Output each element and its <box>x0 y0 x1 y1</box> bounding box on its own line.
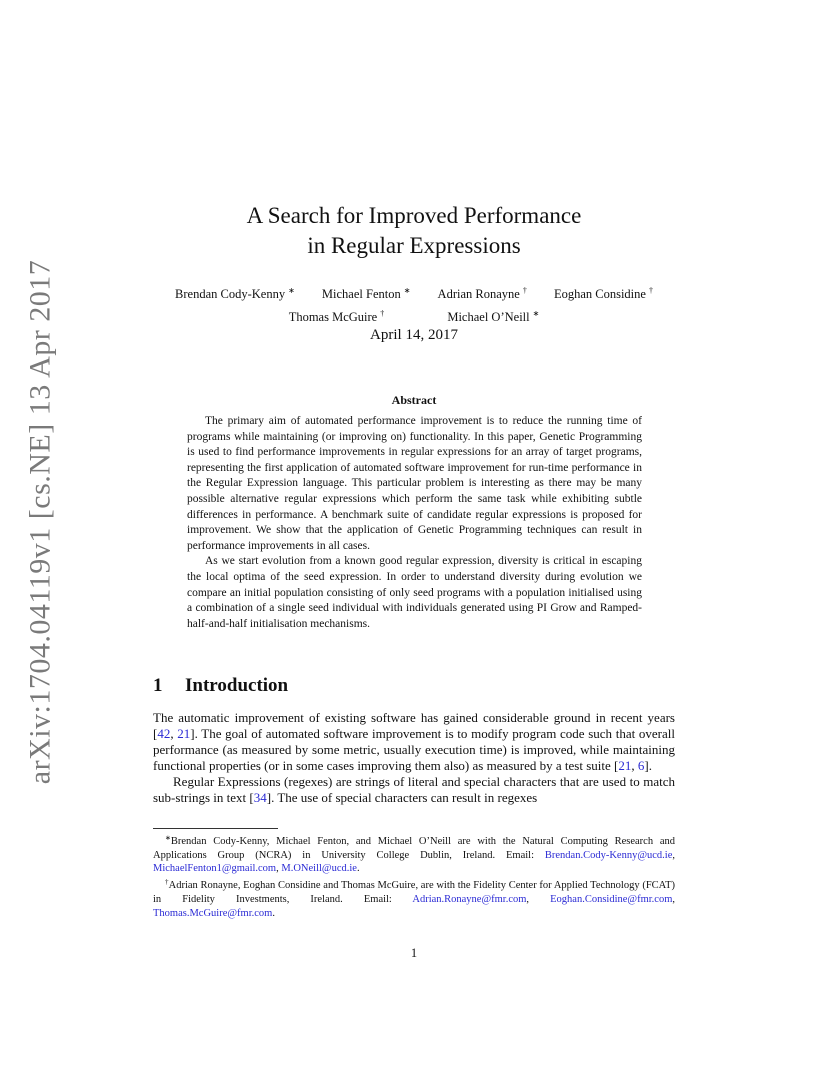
text-run: ]. The use of special characters can result in regexes <box>266 790 538 806</box>
author-name: Michael O’Neill <box>447 310 530 324</box>
paper-title <box>0 201 828 261</box>
citation-link[interactable]: 6 <box>637 758 645 774</box>
footnote-2 <box>153 876 675 920</box>
title-line-2: in Regular Expressions <box>307 233 521 258</box>
author-name: Thomas McGuire <box>288 310 378 324</box>
footnote-mark: † <box>165 878 169 887</box>
author-name: Brendan Cody-Kenny <box>175 287 286 301</box>
publication-date: April 14, 2017 <box>370 327 458 343</box>
text-run: ]. The goal of automated software improvement is to modify program code such that overall performance (as measured by some metric, usually execution time) is improved, while maintaining functional properties (or in some cases improving them also) as measured by a test suite [ <box>153 726 675 774</box>
title-line-1: A Search for Improved Performance <box>246 203 582 228</box>
author <box>554 281 653 304</box>
text-run: . <box>272 907 275 919</box>
citation-link[interactable]: 21 <box>618 758 632 774</box>
section-heading-introduction <box>153 675 288 697</box>
author-affiliation-mark: † <box>648 286 653 295</box>
email-link[interactable]: Adrian.Ronayne@fmr.com <box>412 893 527 905</box>
abstract-paragraph-1: The primary aim of automated performance improvement is to reduce the running time of programs while maintaining (or improving on) functionality. In this paper, Genetic Programming is used to find performance improvements in regular expressions for an array of target programs, representing the first application of automated software improvement for run-time performance in the Regular Expression language. This particular problem is interesting as there may be many possible alternative regular expressions which perform the same task while exhibiting subtle differences in performance. A benchmark suite of candidate regular expressions is proposed for improvement. We show that the application of Genetic Programming techniques can result in performance improvements in all cases. <box>187 415 642 552</box>
author <box>175 281 295 304</box>
footnote-divider <box>153 828 278 829</box>
text-run: , <box>170 726 178 742</box>
author <box>289 304 385 327</box>
footnote-1 <box>153 832 675 876</box>
author-affiliation-mark: ∗ <box>403 286 411 295</box>
text-run: , <box>672 893 675 905</box>
text-run: , <box>672 849 675 861</box>
citation-link[interactable]: 34 <box>253 790 267 806</box>
text-run: , <box>526 893 551 905</box>
author <box>438 281 527 304</box>
author <box>447 304 539 327</box>
author-list <box>150 281 678 327</box>
footnote-mark: ∗ <box>165 834 171 842</box>
text-run: . <box>356 863 360 875</box>
author <box>322 281 411 304</box>
arxiv-stamp-text: arXiv:1704.04119v1 [cs.NE] 13 Apr 2017 <box>23 259 56 785</box>
author-name: Eoghan Considine <box>553 287 646 301</box>
email-link[interactable]: Eoghan.Considine@fmr.com <box>550 893 673 905</box>
citation-link[interactable]: 21 <box>177 726 191 742</box>
author-affiliation-mark: ∗ <box>288 286 295 295</box>
text-run: , <box>631 758 638 774</box>
author-affiliation-mark: † <box>522 286 527 295</box>
text-run: The automatic improvement of existing software has gained considerable ground in recent years [ <box>153 710 675 742</box>
introduction-paragraph-1 <box>153 710 675 774</box>
arxiv-identifier-stamp <box>20 259 60 785</box>
author-affiliation-mark: ∗ <box>532 309 540 318</box>
email-link[interactable]: Thomas.McGuire@fmr.com <box>153 907 273 919</box>
citation-link[interactable]: 42 <box>157 726 171 742</box>
email-link[interactable]: Brendan.Cody-Kenny@ucd.ie <box>544 849 673 861</box>
page-number: 1 <box>410 946 418 960</box>
text-run: Brendan Cody-Kenny, Michael Fenton, and Michael O’Neill are with the Natural Computing Research and Applications Group (NCRA) in University College Dublin, Ireland. Email: <box>153 836 675 861</box>
introduction-body <box>153 710 675 807</box>
author-name: Michael Fenton <box>321 287 401 301</box>
section-title: Introduction <box>185 675 289 696</box>
text-run: , <box>276 863 282 875</box>
section-number: 1 <box>153 675 163 696</box>
email-link[interactable]: MichaelFenton1@gmail.com <box>153 863 277 875</box>
text-run: ]. <box>644 758 652 774</box>
introduction-paragraph-2 <box>153 774 675 806</box>
abstract-body <box>187 414 642 632</box>
email-link[interactable]: M.ONeill@ucd.ie <box>281 863 357 875</box>
text-run: Adrian Ronayne, Eoghan Considine and Thomas McGuire, are with the Fidelity Center for Applied Technology (FCAT) in Fidelity Investments, Ireland. Email: <box>153 880 676 905</box>
abstract-paragraph-2: As we start evolution from a known good regular expression, diversity is critical in escaping the local optima of the seed expression. In order to understand diversity during evolution we compare an initial population consisting of only seed programs with a population initialised using a combination of a single seed individual with individuals generated using PI Grow and Ramped-half-and-half initialisation mechanisms. <box>187 555 642 630</box>
author-affiliation-mark: † <box>380 309 385 318</box>
text-run: Regular Expressions (regexes) are strings of literal and special characters that are used to match sub-strings in text [ <box>153 774 675 806</box>
abstract-heading: Abstract <box>391 393 437 407</box>
author-name: Adrian Ronayne <box>437 287 520 301</box>
footnotes <box>153 832 675 920</box>
